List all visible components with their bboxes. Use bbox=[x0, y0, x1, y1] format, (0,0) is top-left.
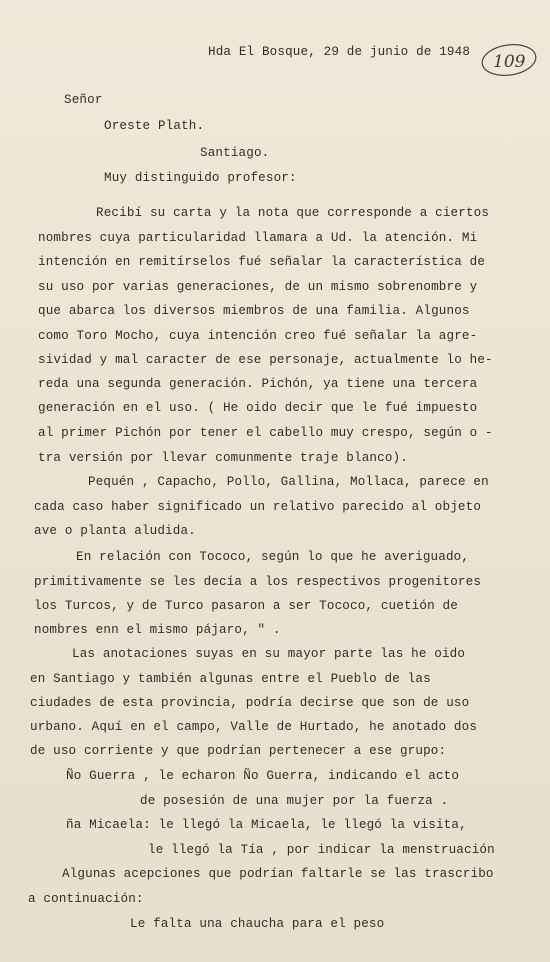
body-line: urbano. Aquí en el campo, Valle de Hurtado, he anotado dos bbox=[30, 720, 478, 734]
folio-circle-icon bbox=[478, 42, 540, 78]
body-line: al primer Pichón por tener el cabello muy crespo, según o - bbox=[38, 426, 493, 440]
body-line: ciudades de esta provincia, podría decirse que son de uso bbox=[30, 696, 470, 710]
body-line: En relación con Tococo, según lo que he averiguado, bbox=[76, 550, 470, 564]
body-line: como Toro Mocho, cuya intención creo fué señalar la agre- bbox=[38, 329, 478, 343]
salutation-line-3: Santiago. bbox=[200, 146, 270, 160]
body-line: Algunas acepciones que podrían faltarle se las trascribo bbox=[62, 867, 494, 881]
body-line: Pequén , Capacho, Pollo, Gallina, Mollaca, parece en bbox=[88, 475, 489, 489]
salutation-line-2: Oreste Plath. bbox=[104, 119, 205, 133]
folio-number-stamp bbox=[478, 42, 540, 78]
body-line: que abarca los diversos miembros de una familia. Algunos bbox=[38, 304, 470, 318]
body-line: nombres enn el mismo pájaro, " . bbox=[34, 623, 281, 637]
body-line: en Santiago y también algunas entre el Pueblo de las bbox=[30, 672, 431, 686]
body-line: su uso por varias generaciones, de un mismo sobrenombre y bbox=[38, 280, 478, 294]
body-line: primitivamente se les decía a los respectivos progenitores bbox=[34, 575, 482, 589]
body-line: reda una segunda generación. Pichón, ya tiene una tercera bbox=[38, 377, 478, 391]
body-line: le llegó la Tía , por indicar la menstruación bbox=[148, 843, 495, 857]
svg-text:109: 109 bbox=[493, 52, 526, 72]
body-line: ave o planta aludida. bbox=[34, 524, 196, 538]
body-line: a continuación: bbox=[28, 892, 144, 906]
body-line: Ño Guerra , le echaron Ño Guerra, indicando el acto bbox=[66, 769, 460, 783]
body-line: Le falta una chaucha para el peso bbox=[130, 917, 385, 931]
body-line: los Turcos, y de Turco pasaron a ser Tococo, cuetión de bbox=[34, 599, 458, 613]
body-line: generación en el uso. ( He oido decir que le fué impuesto bbox=[38, 401, 478, 415]
date-line: Hda El Bosque, 29 de junio de 1948 bbox=[208, 45, 471, 59]
body-line: cada caso haber significado un relativo parecido al objeto bbox=[34, 500, 482, 514]
body-line: de uso corriente y que podrían pertenecer a ese grupo: bbox=[30, 744, 447, 758]
body-line: ña Micaela: le llegó la Micaela, le llegó la visita, bbox=[66, 818, 467, 832]
body-line: intención en remitírselos fué señalar la característica de bbox=[38, 255, 486, 269]
salutation-line-4: Muy distinguido profesor: bbox=[104, 171, 297, 185]
body-line: nombres cuya particularidad llamara a Ud. la atención. Mi bbox=[38, 231, 478, 245]
body-line: sividad y mal caracter de ese personaje, actualmente lo he- bbox=[38, 353, 493, 367]
body-line: tra versión por llevar comunmente traje blanco). bbox=[38, 451, 408, 465]
body-line: de posesión de una mujer por la fuerza . bbox=[140, 794, 449, 808]
salutation-line-1: Señor bbox=[64, 93, 103, 107]
body-line: Las anotaciones suyas en su mayor parte las he oido bbox=[72, 647, 466, 661]
body-line: Recibí su carta y la nota que corresponde a ciertos bbox=[96, 206, 490, 220]
